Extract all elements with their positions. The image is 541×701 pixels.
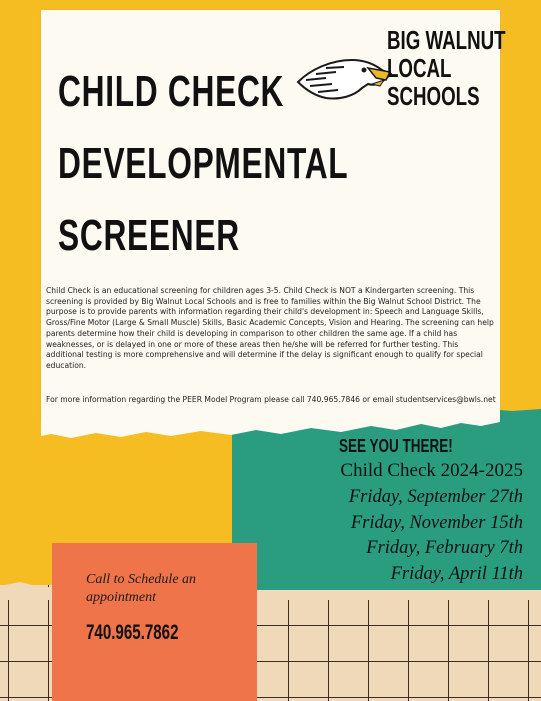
see-you-heading: SEE YOU THERE! <box>339 436 453 456</box>
title-line-2: DEVELOPMENTAL <box>58 139 349 188</box>
contact-text: For more information regarding the PEER Model Program please call 740.965.7846 or email studentservices@bwls.net <box>46 395 496 404</box>
call-to-schedule-text: Call to Schedule an appointment <box>86 572 197 605</box>
school-line-3: SCHOOLS <box>387 81 480 111</box>
phone-number[interactable]: 740.965.7862 <box>86 621 179 644</box>
title-line-3: SCREENER <box>58 211 240 260</box>
date-item: Friday, September 27th <box>348 487 523 507</box>
title-line-1: CHILD CHECK <box>58 67 285 116</box>
flyer-title <box>58 56 349 272</box>
eagle-head-icon <box>296 48 392 112</box>
school-name <box>387 26 506 110</box>
schedule-title: Child Check 2024-2025 <box>340 460 523 481</box>
school-line-2: LOCAL <box>387 53 452 83</box>
date-item: Friday, February 7th <box>366 538 523 558</box>
date-item: Friday, November 15th <box>350 513 523 533</box>
date-item: Friday, April 11th <box>390 564 523 584</box>
school-line-1: BIG WALNUT <box>387 25 506 55</box>
description-text: Child Check is an educational screening for children ages 3-5. Child Check is NOT a Kindergarten screening. This screening is provided by Big Walnut Local Schools and is free to families within the Big Walnut School District. The purpose is to provide parents with information regarding their child's development in: Speech and Language Skills, Gross/Fine Motor (Large & Small Muscle) Skills, Basic Academic Concepts, Vision and Hearing. The screening can help parents determine how their child is developing in comparison to other children the same age. If a child has weaknesses, or is delayed in one or more of these areas then he/she will be referred for further testing. This additional testing is more comprehensive and will determine if the delay is significant enough to qualify for special education. <box>46 286 494 370</box>
